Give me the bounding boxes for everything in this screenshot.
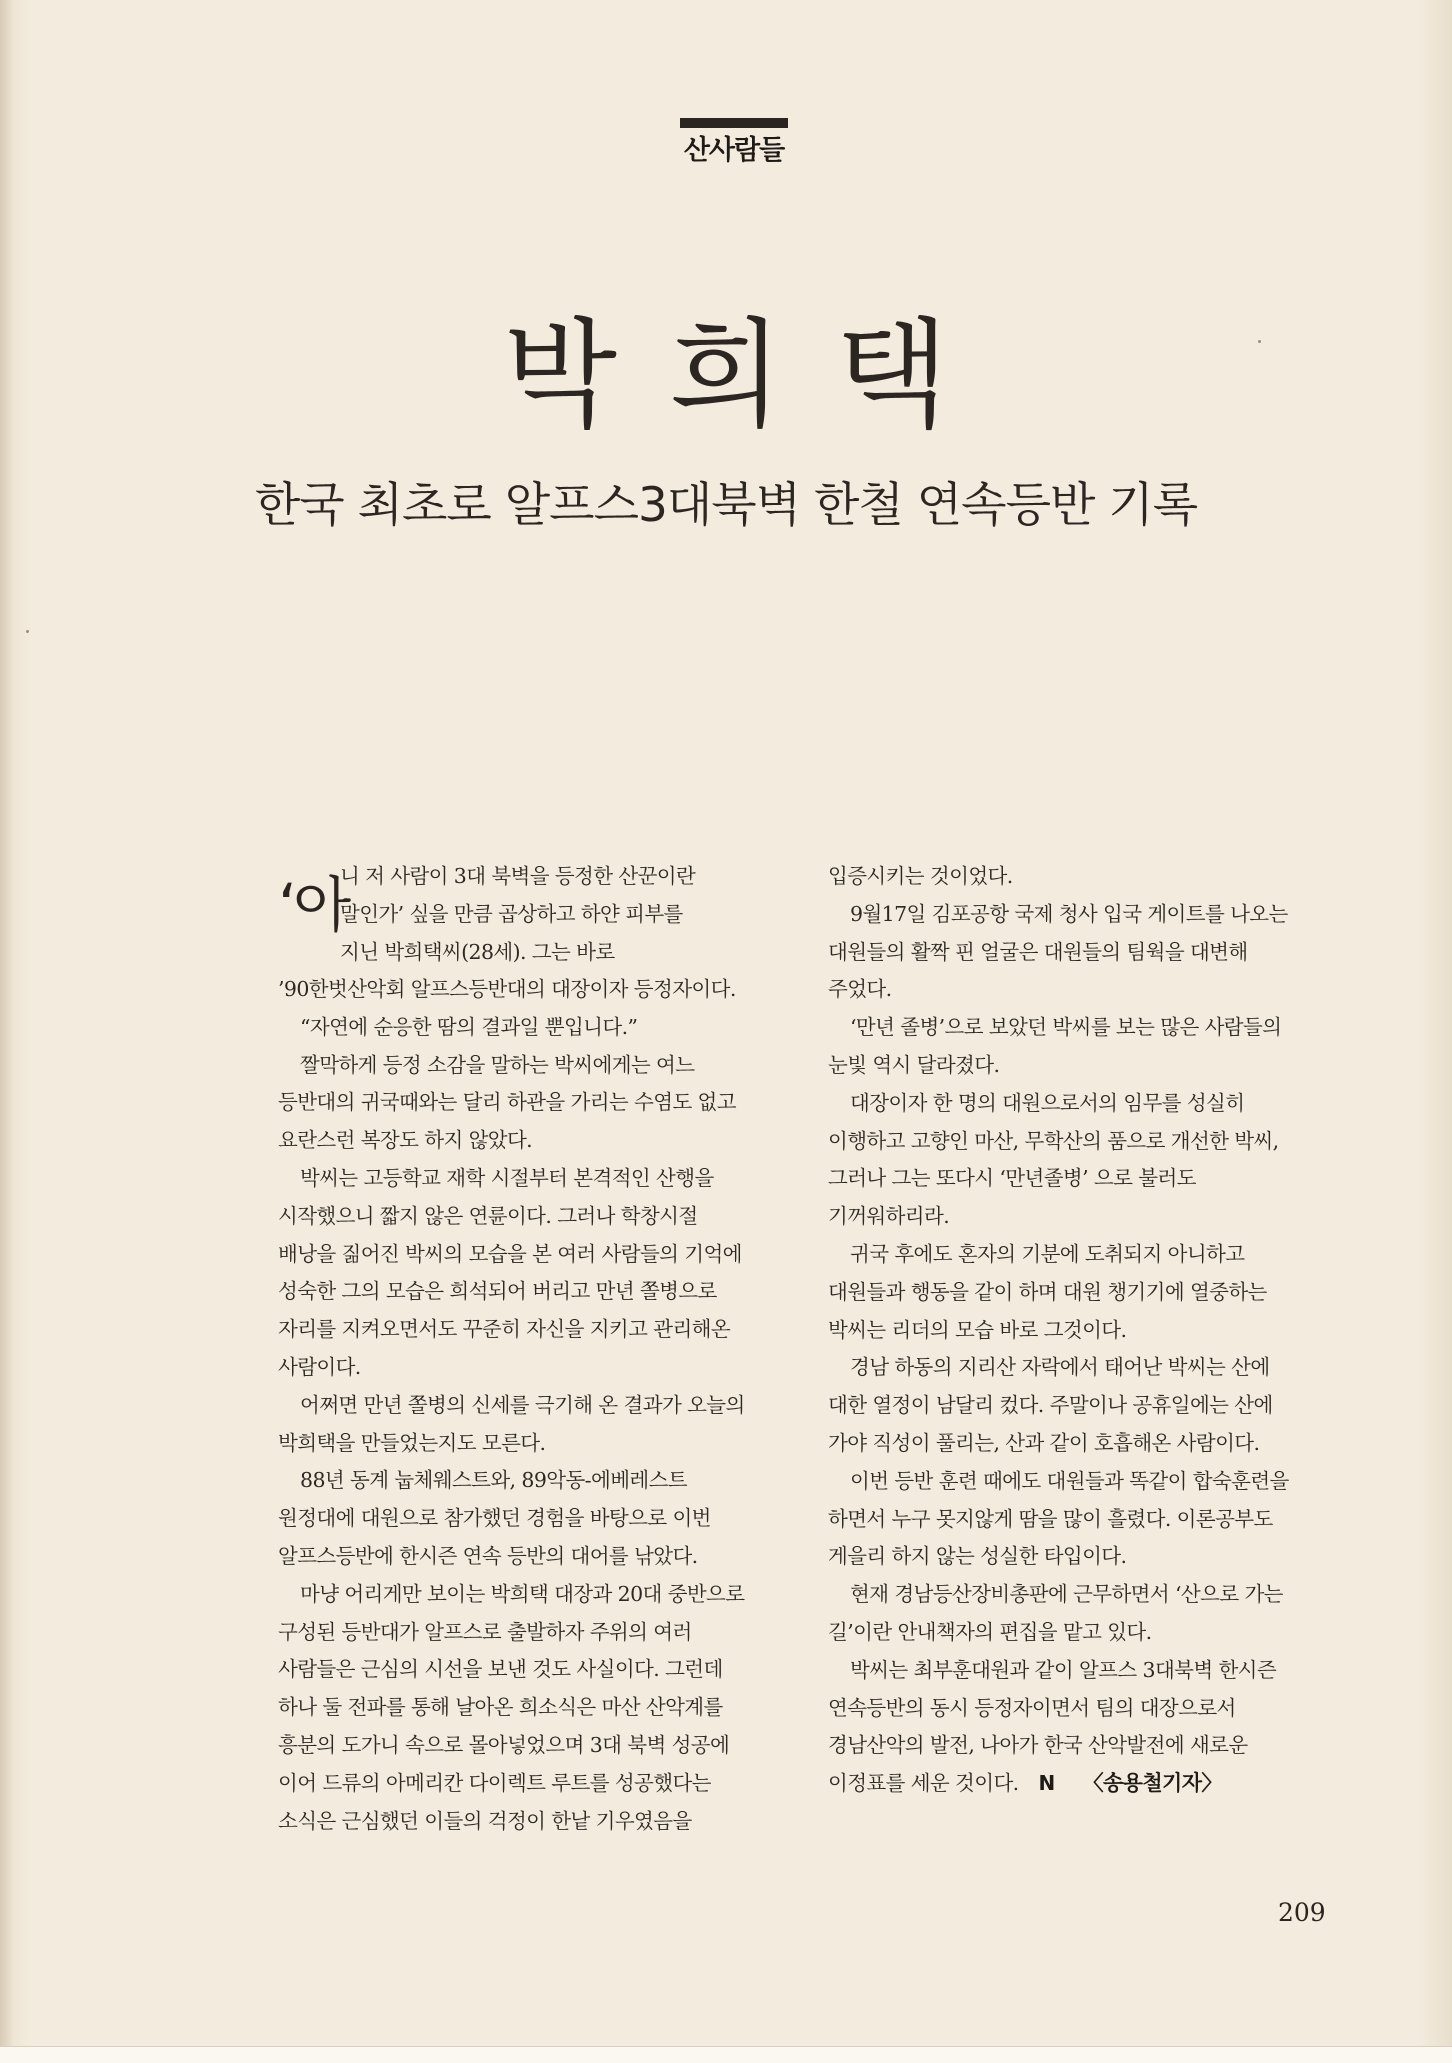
text-line: 이번 등반 훈련 때에도 대원들과 똑같이 합숙훈련을 [850,1468,1289,1493]
text-line: 그러나 그는 또다시 ‘만년졸병’ 으로 불러도 [828,1166,1196,1191]
dropcap-paragraph [278,858,794,971]
text-line: 등반대의 귀국때와는 달리 하관을 가리는 수염도 없고 [278,1090,736,1115]
text-line: 길’이란 안내책자의 편집을 맡고 있다. [828,1619,1152,1644]
magazine-logo-mark: N [1038,1771,1055,1796]
text-line: 사람이다. [278,1354,361,1379]
text-line: 현재 경남등산장비총판에 근무하면서 ‘산으로 가는 [850,1582,1283,1607]
scan-speck [26,630,29,633]
text-line: 말인가’ 싶을 만큼 곱상하고 하얀 피부를 [340,901,683,926]
text-line: 자리를 지켜오면서도 꾸준히 자신을 지키고 관리해온 [278,1317,731,1342]
text-line: 가야 직성이 풀리는, 산과 같이 호흡해온 사람이다. [828,1430,1260,1455]
drop-cap: ‘아 [278,871,348,941]
text-line: 사람들은 근심의 시선을 보낸 것도 사실이다. 그런데 [278,1657,723,1682]
text-line: 게을리 하지 않는 성실한 타입이다. [828,1544,1127,1569]
left-column [278,858,794,1840]
text-line: 경남 하동의 지리산 자락에서 태어난 박씨는 산에 [850,1355,1270,1380]
text-line: 마냥 어리게만 보이는 박희택 대장과 20대 중반으로 [300,1581,745,1606]
page-number: 209 [1278,1898,1326,1927]
article-subtitle: 한국 최초로 알프스3대북벽 한철 연속등반 기록 [254,478,1198,533]
text-line: 짤막하게 등정 소감을 말하는 박씨에게는 여느 [300,1052,695,1077]
scan-speck [1258,340,1261,343]
text-line: 이행하고 고향인 마산, 무학산의 품으로 개선한 박씨, [828,1128,1279,1153]
text-line: 주었다. [828,977,892,1002]
section-label [678,118,790,167]
text-line: 경남산악의 발전, 나아가 한국 산악발전에 새로운 [828,1733,1248,1758]
text-line: 이어 드류의 아메리칸 다이렉트 루트를 성공했다는 [278,1770,711,1795]
text-line: 9월17일 김포공항 국제 청사 입국 게이트를 나오는 [850,901,1288,926]
text-line: “자연에 순응한 땀의 결과일 뿐입니다.” [300,1014,638,1039]
text-line: 하나 둘 전파를 통해 날아온 희소식은 마산 산악계를 [278,1695,723,1720]
text-line: 원정대에 대원으로 참가했던 경험을 바탕으로 이번 [278,1506,711,1531]
text-line: 입증시키는 것이었다. [828,864,1013,888]
text-line: 알프스등반에 한시즌 연속 등반의 대어를 낚았다. [278,1543,698,1568]
text-line: 하면서 누구 못지않게 땀을 많이 흘렸다. 이론공부도 [828,1506,1273,1531]
text-line: 성숙한 그의 모습은 희석되어 버리고 만년 쫄병으로 [278,1279,717,1304]
text-line: 박씨는 고등학교 재학 시절부터 본격적인 산행을 [300,1165,714,1190]
text-line: 배낭을 짊어진 박씨의 모습을 본 여러 사람들의 기억에 [278,1241,742,1266]
right-column-body [828,858,1338,1765]
closing-line [828,1765,1338,1803]
text-line: 시작했으니 짧지 않은 연륜이다. 그러나 학창시절 [278,1203,698,1228]
text-line: 지닌 박희택씨(28세). 그는 바로 [340,939,615,964]
text-line: 어쩌면 만년 쫄병의 신세를 극기해 온 결과가 오늘의 [300,1392,745,1417]
right-column [828,858,1338,1803]
text-line: 대원들과 행동을 같이 하며 대원 챙기기에 열중하는 [828,1279,1267,1304]
section-label-text: 산사람들 [683,135,785,166]
text-line: ’90한벗산악회 알프스등반대의 대장이자 등정자이다. [278,977,736,1001]
text-line: 요란스런 복장도 하지 않았다. [278,1128,533,1153]
text-line: 대장이자 한 명의 대원으로서의 임무를 성실히 [850,1090,1245,1115]
text-line: 박희택을 만들었는지도 모른다. [278,1430,546,1455]
text-line: 박씨는 최부훈대원과 같이 알프스 3대북벽 한시즌 [850,1657,1277,1682]
text-line: 흥분의 도가니 속으로 몰아넣었으며 3대 북벽 성공에 [278,1732,730,1757]
section-label-bar [680,118,788,128]
text-line: ‘만년 졸병’으로 보았던 박씨를 보는 많은 사람들의 [850,1015,1282,1040]
scan-bottom-edge [0,2046,1452,2063]
dropcap-lines [340,858,695,971]
closing-text: 이정표를 세운 것이다. [828,1771,1019,1796]
text-line: 기꺼워하리라. [828,1204,950,1229]
text-line: 연속등반의 동시 등정자이면서 팀의 대장으로서 [828,1695,1236,1720]
author-byline: 〈송용철기자〉 [1082,1771,1222,1796]
text-line: 대원들의 활짝 핀 얼굴은 대원들의 팀웍을 대변해 [828,939,1248,964]
text-line: 니 저 사람이 3대 북벽을 등정한 산꾼이란 [340,864,696,888]
article-title: 박희택 [503,306,1001,444]
text-line: 소식은 근심했던 이들의 걱정이 한낱 기우였음을 [278,1808,692,1833]
text-line: 박씨는 리더의 모습 바로 그것이다. [828,1317,1127,1342]
text-line: 귀국 후에도 혼자의 기분에 도취되지 아니하고 [850,1241,1245,1266]
text-line: 구성된 등반대가 알프스로 출발하자 주위의 여러 [278,1619,692,1644]
text-line: 88년 동계 눕체웨스트와, 89악동-에베레스트 [300,1468,688,1493]
text-line: 눈빛 역시 달라졌다. [828,1052,1000,1077]
left-column-body [278,971,794,1840]
text-line: 대한 열정이 남달리 컸다. 주말이나 공휴일에는 산에 [828,1393,1273,1418]
